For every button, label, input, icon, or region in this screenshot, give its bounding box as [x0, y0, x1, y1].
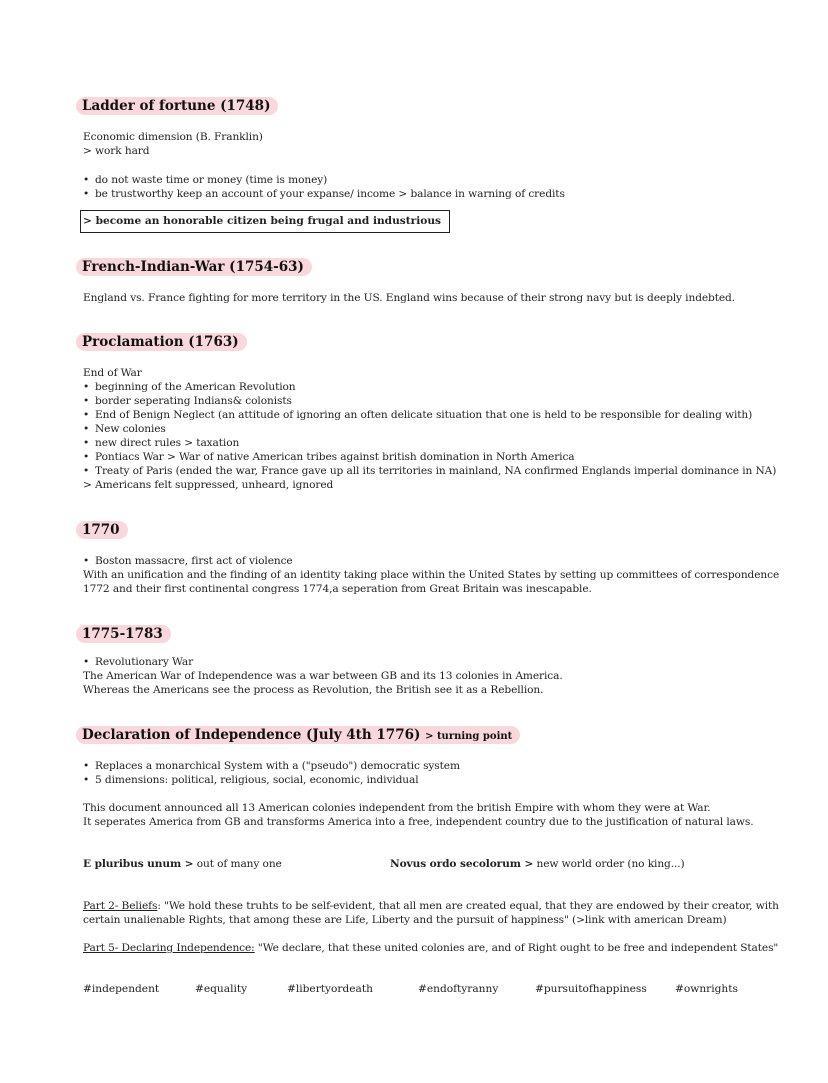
paragraph-line: The American War of Independence was a war between GB and its 13 colonies in America. [83, 670, 563, 682]
list-item: • 5 dimensions: political, religious, social, economic, individual [83, 773, 460, 787]
hashtag: #pursuitofhappiness [535, 983, 647, 995]
motto-label: E pluribus unum > [83, 858, 194, 870]
declaration-title-suffix: > turning point [425, 731, 513, 742]
list-item: • do not waste time or money (time is money) [83, 173, 565, 187]
hashtag: #equality [195, 983, 248, 995]
section-heading-french-indian-war [76, 256, 312, 276]
proclamation-bullets [83, 380, 776, 478]
list-item: • Revolutionary War [83, 655, 563, 669]
declaration-bullets [83, 759, 460, 787]
ladder-intro [83, 130, 263, 158]
heading-1775-1783: 1775-1783 [76, 625, 171, 643]
part2-text: : "We hold these truhts to be self-evident, that all men are created equal, that they are endowed by their creator, with [157, 900, 779, 912]
section-heading-ladder [76, 95, 278, 115]
list-item: • New colonies [83, 422, 776, 436]
heading-1770: 1770 [76, 521, 128, 539]
section-heading-proclamation [76, 331, 247, 351]
list-item: • Treaty of Paris (ended the war, France gave up all its territories in mainland, NA confirmed Englands imperial dominance in NA) [83, 464, 776, 478]
hashtag: #endoftyranny [418, 983, 499, 995]
paragraph-line: With an unification and the finding of an identity taking place within the United States by setting up committees of correspondence [83, 569, 780, 581]
part2-text-continued: certain unalienable Rights, that among these are Life, Liberty and the pursuit of happiness" (>link with american Dream) [83, 914, 727, 926]
ladder-bullets [83, 173, 565, 201]
part5-label: Part 5- Declaring Independence: [83, 942, 255, 954]
intro-line: > work hard [83, 145, 150, 157]
proclamation-body [83, 366, 776, 492]
list-item: • Replaces a monarchical System with a ("pseudo") democratic system [83, 759, 460, 773]
ladder-conclusion-box: > become an honorable citizen being frugal and industrious [80, 210, 450, 233]
list-item: • beginning of the American Revolution [83, 380, 776, 394]
intro-line: Economic dimension (B. Franklin) [83, 131, 263, 143]
declaration-paragraph [83, 801, 753, 829]
heading-ladder-of-fortune: Ladder of fortune (1748) [76, 97, 278, 115]
paragraph-line: It seperates America from GB and transforms America into a free, independent country due to the justification of natural laws. [83, 816, 754, 828]
part2-beliefs [83, 899, 779, 927]
declaration-title: Declaration of Independence (July 4th 1776) [82, 727, 421, 743]
heading-declaration [76, 726, 520, 744]
hashtag: #libertyordeath [287, 983, 373, 995]
list-item: • Pontiacs War > War of native American tribes against british domination in North America [83, 450, 776, 464]
list-item: • Boston massacre, first act of violence [83, 554, 779, 568]
motto-text: out of many one [193, 858, 282, 870]
part5-text: "We declare, that these united colonies are, and of Right ought to be free and independent States" [254, 942, 779, 954]
section-heading-declaration [76, 724, 520, 744]
motto-e-pluribus [83, 857, 282, 871]
section-heading-1770 [76, 519, 128, 539]
list-item: • border seperating Indians& colonists [83, 394, 776, 408]
motto-text: new world order (no king...) [533, 858, 685, 870]
section-1775-body [83, 655, 563, 697]
list-item: • End of Benign Neglect (an attitude of ignoring an often delicate situation that one is held to be responsible for dealing with) [83, 408, 776, 422]
list-item: • new direct rules > taxation [83, 436, 776, 450]
motto-novus-ordo [390, 857, 685, 871]
motto-label: Novus ordo secolorum > [390, 858, 534, 870]
paragraph-line: 1772 and their first continental congress 1774,a seperation from Great Britain was inescapable. [83, 583, 592, 595]
part5-declaring [83, 941, 778, 955]
heading-proclamation: Proclamation (1763) [76, 333, 247, 351]
proclamation-intro: End of War [83, 367, 142, 379]
list-item: • be trustworthy keep an account of your expanse/ income > balance in warning of credits [83, 187, 565, 201]
paragraph-line: Whereas the Americans see the process as Revolution, the British see it as a Rebellion. [83, 684, 544, 696]
french-indian-war-text: England vs. France fighting for more territory in the US. England wins because of their strong navy but is deeply indebted. [83, 292, 736, 304]
hashtag: #independent [83, 983, 160, 995]
section-heading-1775-1783 [76, 623, 171, 643]
part2-label: Part 2- Beliefs [83, 900, 158, 912]
hashtag-row [0, 983, 828, 999]
hashtag: #ownrights [675, 983, 738, 995]
section-1770-body [83, 554, 779, 596]
heading-french-indian-war: French-Indian-War (1754-63) [76, 258, 312, 276]
proclamation-outro: > Americans felt suppressed, unheard, ignored [83, 479, 334, 491]
paragraph-line: This document announced all 13 American colonies independent from the british Empire with whom they were at War. [83, 802, 711, 814]
